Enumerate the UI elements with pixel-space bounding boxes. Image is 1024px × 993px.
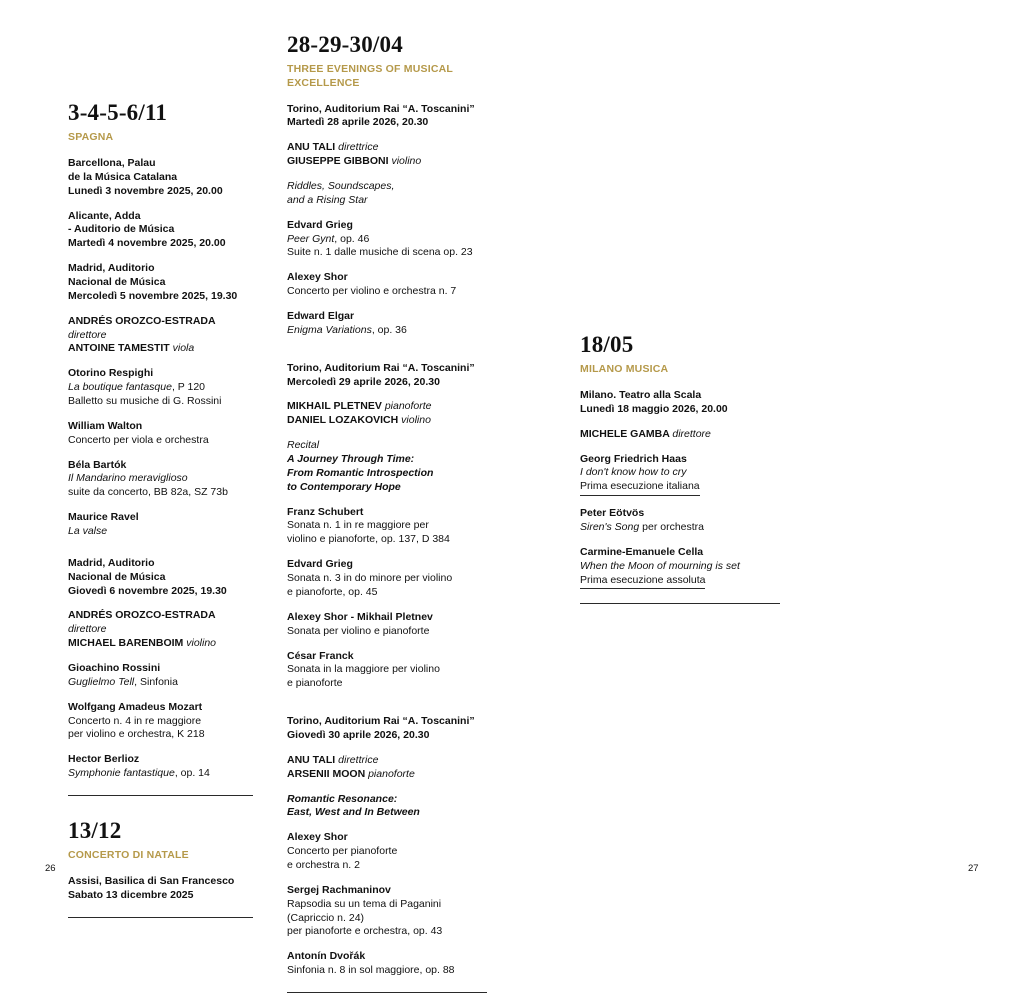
divider	[580, 603, 780, 604]
date-line: Lunedì 3 novembre 2025, 20.00	[68, 184, 223, 197]
composer-name: Alexey Shor - Mikhail Pletnev	[287, 610, 433, 623]
work-title: La valse	[68, 524, 108, 537]
composer-name: Sergej Rachmaninov	[287, 883, 391, 896]
program-subtitle	[287, 180, 487, 208]
subtitle-line: From Romantic Introspection	[287, 466, 434, 479]
work-item	[68, 701, 253, 743]
work-detail: (Capriccio n. 24)	[287, 911, 365, 924]
venue-line: Torino, Auditorium Rai “A. Toscanini”	[287, 102, 475, 115]
subtitle-line: Romantic Resonance:	[287, 792, 398, 805]
subtitle-line: A Journey Through Time:	[287, 453, 415, 466]
work-title: Sonata n. 3 in do minore per violino	[287, 572, 453, 585]
work-title: Siren's Song per orchestra	[580, 520, 704, 533]
performer-name: ANU TALI direttrice	[287, 753, 379, 766]
performer-role: direttore	[68, 623, 107, 636]
list-item	[68, 210, 253, 252]
performer-name: ARSENII MOON pianoforte	[287, 767, 415, 780]
program-subtitle	[287, 793, 487, 821]
work-item	[287, 506, 487, 548]
date-line: Martedì 28 aprile 2026, 20.30	[287, 116, 429, 129]
work-item	[287, 611, 487, 639]
performer-item	[68, 609, 253, 651]
performer-name: ANTOINE TAMESTIT viola	[68, 342, 195, 355]
composer-name: Alexey Shor	[287, 271, 348, 284]
block-date: 3-4-5-6/11	[68, 100, 168, 125]
performer-name: ANU TALI direttrice	[287, 141, 379, 154]
venue-line: Madrid, Auditorio	[68, 262, 155, 275]
program-subtitle	[287, 439, 487, 494]
work-item	[287, 271, 487, 299]
work-item	[68, 753, 253, 781]
work-item	[68, 662, 253, 690]
work-title: Sonata in la maggiore per violino	[287, 663, 440, 676]
venue-line: de la Música Catalana	[68, 170, 178, 183]
composer-name: William Walton	[68, 419, 143, 432]
spacer	[287, 349, 487, 362]
composer-name: Carmine-Emanuele Cella	[580, 545, 704, 558]
block-date: 13/12	[68, 818, 122, 844]
column-middle	[287, 32, 487, 993]
venue-line: Alicante, Adda	[68, 209, 141, 222]
composer-name: Gioachino Rossini	[68, 662, 161, 674]
work-item	[68, 511, 253, 539]
work-detail: per pianoforte e orchestra, op. 43	[287, 925, 443, 938]
composer-name: Maurice Ravel	[68, 511, 139, 524]
work-title: Rapsodia su un tema di Paganini	[287, 897, 442, 910]
performance-note	[580, 574, 780, 590]
work-item	[580, 453, 780, 497]
performance-note-text: Prima esecuzione italiana	[580, 480, 700, 496]
page-number-left: 26	[45, 863, 56, 874]
performer-name: MICHAEL BARENBOIM violino	[68, 637, 217, 650]
work-title: Peer Gynt, op. 46	[287, 232, 370, 245]
work-title: When the Moon of mourning is set	[580, 559, 740, 572]
work-title: La boutique fantasque, P 120	[68, 381, 206, 394]
work-item	[287, 831, 487, 873]
work-title: Sinfonia n. 8 in sol maggiore, op. 88	[287, 964, 455, 977]
work-detail: Balletto su musiche di G. Rossini	[68, 394, 222, 407]
performer-item	[287, 141, 487, 169]
date-line: Sabato 13 dicembre 2025	[68, 888, 194, 901]
block-series-title: THREE EVENINGS OF MUSICAL EXCELLENCE	[287, 63, 453, 89]
venue-line: Assisi, Basilica di San Francesco	[68, 874, 235, 887]
work-item	[68, 420, 253, 448]
work-title: Concerto per pianoforte	[287, 845, 398, 858]
work-item	[287, 219, 487, 261]
performance-note-text: Prima esecuzione assoluta	[580, 574, 705, 590]
performance-note	[580, 480, 780, 496]
work-detail: violino e pianoforte, op. 137, D 384	[287, 533, 450, 546]
subtitle-line: Riddles, Soundscapes,	[287, 180, 395, 193]
block-date: 18/05	[580, 332, 634, 357]
performer-name: ANDRÉS OROZCO-ESTRADA	[68, 314, 216, 327]
composer-name: Béla Bartók	[68, 458, 127, 471]
composer-name: Edvard Grieg	[287, 218, 353, 231]
composer-name: Peter Eötvös	[580, 507, 645, 520]
work-title: Concerto n. 4 in re maggiore	[68, 714, 202, 727]
performer-item	[287, 400, 487, 428]
venue-line: Milano. Teatro alla Scala	[580, 388, 702, 401]
page-number-right: 27	[968, 863, 979, 874]
date-line: Mercoledì 29 aprile 2026, 20.30	[287, 375, 440, 388]
venue-line: Nacional de Música	[68, 275, 166, 288]
work-title: Symphonie fantastique, op. 14	[68, 767, 210, 780]
composer-name: César Franck	[287, 649, 354, 662]
work-item	[287, 558, 487, 600]
spacer	[287, 702, 487, 715]
venue-line: Madrid, Auditorio	[68, 556, 155, 569]
venue-line: Barcellona, Palau	[68, 156, 156, 169]
work-detail: e pianoforte	[287, 677, 343, 690]
composer-name: Franz Schubert	[287, 505, 364, 518]
work-item	[287, 310, 487, 338]
work-title: Il Mandarino meraviglioso	[68, 472, 188, 485]
performer-name: ANDRÉS OROZCO-ESTRADA	[68, 609, 216, 622]
composer-name: Hector Berlioz	[68, 753, 140, 766]
work-detail: e pianoforte, op. 45	[287, 585, 378, 598]
performer-name: MIKHAIL PLETNEV pianoforte	[287, 400, 432, 413]
list-item	[68, 875, 253, 903]
composer-name: Antonín Dvořák	[287, 950, 366, 963]
list-item	[68, 557, 253, 599]
venue-line: - Auditorio de Música	[68, 223, 175, 236]
work-item	[580, 546, 780, 590]
subtitle-line: to Contemporary Hope	[287, 480, 401, 493]
spacer	[68, 550, 253, 557]
performer-name: GIUSEPPE GIBBONI violino	[287, 155, 422, 168]
column-right	[580, 332, 780, 604]
work-item	[287, 650, 487, 692]
composer-name: Georg Friedrich Haas	[580, 452, 687, 465]
list-item	[287, 103, 487, 131]
work-item	[580, 507, 780, 535]
list-item	[68, 262, 253, 304]
work-detail: suite da concerto, BB 82a, SZ 73b	[68, 486, 228, 499]
block-series-title: SPAGNA	[68, 131, 114, 144]
performer-name: DANIEL LOZAKOVICH violino	[287, 414, 431, 427]
program-block-natale	[68, 818, 253, 918]
subtitle-line: and a Rising Star	[287, 193, 368, 206]
venue-line: Nacional de Música	[68, 570, 166, 583]
performer-name: MICHELE GAMBA direttore	[580, 427, 711, 440]
program-block-spagna	[68, 100, 253, 796]
venue-line: Torino, Auditorium Rai “A. Toscanini”	[287, 361, 475, 374]
work-detail: per violino e orchestra, K 218	[68, 728, 205, 741]
block-date: 28-29-30/04	[287, 32, 403, 57]
venue-line: Torino, Auditorium Rai “A. Toscanini”	[287, 715, 475, 728]
work-title: Guglielmo Tell, Sinfonia	[68, 675, 178, 688]
list-item	[287, 715, 487, 743]
date-line: Giovedì 30 aprile 2026, 20.30	[287, 728, 430, 741]
list-item	[580, 389, 780, 417]
spacer	[68, 796, 253, 818]
composer-name: Edward Elgar	[287, 310, 355, 323]
subtitle-line: East, West and In Between	[287, 806, 420, 819]
work-item	[68, 367, 253, 409]
work-title: Sonata n. 1 in re maggiore per	[287, 519, 429, 532]
subtitle-line: Recital	[287, 439, 320, 452]
work-title: Enigma Variations, op. 36	[287, 323, 407, 336]
work-detail: e orchestra n. 2	[287, 858, 360, 871]
list-item	[287, 362, 487, 390]
work-title: Concerto per violino e orchestra n. 7	[287, 285, 457, 298]
composer-name: Alexey Shor	[287, 831, 348, 844]
work-title: Sonata per violino e pianoforte	[287, 624, 430, 637]
composer-name: Wolfgang Amadeus Mozart	[68, 700, 203, 713]
date-line: Lunedì 18 maggio 2026, 20.00	[580, 402, 728, 415]
list-item	[68, 157, 253, 199]
composer-name: Otorino Respighi	[68, 367, 154, 380]
performer-item	[580, 428, 780, 442]
block-series-title: MILANO MUSICA	[580, 363, 669, 376]
work-item	[287, 950, 487, 978]
date-line: Mercoledì 5 novembre 2025, 19.30	[68, 289, 238, 302]
column-left	[68, 100, 253, 918]
date-line: Martedì 4 novembre 2025, 20.00	[68, 237, 226, 250]
performer-item	[68, 315, 253, 357]
performer-item	[287, 754, 487, 782]
work-title: Concerto per viola e orchestra	[68, 433, 209, 446]
divider	[68, 917, 253, 918]
composer-name: Edvard Grieg	[287, 558, 353, 571]
block-series-title: CONCERTO DI NATALE	[68, 849, 189, 862]
work-title: I don't know how to cry	[580, 466, 687, 479]
date-line: Giovedì 6 novembre 2025, 19.30	[68, 584, 227, 597]
work-detail: Suite n. 1 dalle musiche di scena op. 23	[287, 246, 473, 259]
work-item	[68, 459, 253, 501]
performer-role: direttore	[68, 328, 107, 341]
work-item	[287, 884, 487, 939]
